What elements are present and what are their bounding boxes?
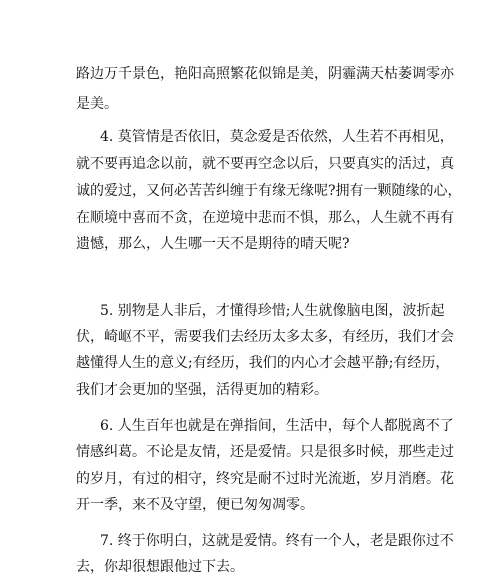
paragraph-7-line: 去，你却很想跟他过下去。 (76, 559, 244, 575)
paragraph-6-line: 开一季，来不及守望，便已匆匆凋零。 (76, 497, 314, 513)
paragraph-5-line: 我们才会更加的坚强，活得更加的精彩。 (76, 382, 328, 398)
paragraph-3-line: 路边万千景色，艳阳高照繁花似锦是美，阴霾满天枯萎调零亦 (76, 66, 454, 82)
paragraph-6-line: 6. 人生百年也就是在弹指间，生活中，每个人都脱离不了 (100, 418, 454, 434)
paragraph-6-line: 情感纠葛。不论是友情，还是爱情。只是很多时候，那些走过 (76, 444, 454, 460)
paragraph-5-line: 5. 别物是人非后，才懂得珍惜;人生就像脑电图，波折起 (100, 303, 445, 319)
paragraph-4-line: 遗憾，那么，人生哪一天不是期待的晴天呢? (76, 236, 350, 252)
paragraph-3-line: 是美。 (76, 96, 118, 112)
paragraph-4-line: 就不要再追念以前，就不要再空念以后，只要真实的活过，真 (76, 156, 454, 172)
paragraph-7-line: 7. 终于你明白，这就是爱情。终有一个人，老是跟你过不 (100, 533, 454, 549)
paragraph-5-line: 越懂得人生的意义;有经历，我们的内心才会越平静;有经历， (76, 355, 450, 371)
paragraph-4-line: 诚的爱过，又何必苦苦纠缠于有缘无缘呢?拥有一颗随缘的心， (76, 183, 462, 199)
paragraph-4-line: 在顺境中喜而不贪，在逆境中悲而不惧，那么，人生就不再有 (76, 210, 454, 226)
paragraph-4-line: 4. 莫管情是否依旧，莫念爱是否依然，人生若不再相见， (100, 129, 454, 145)
paragraph-6-line: 的岁月，有过的相守，终究是耐不过时光流逝，岁月消磨。花 (76, 471, 454, 487)
paragraph-5-line: 伏，崎岖不平，需要我们去经历太多太多，有经历，我们才会 (76, 329, 454, 345)
